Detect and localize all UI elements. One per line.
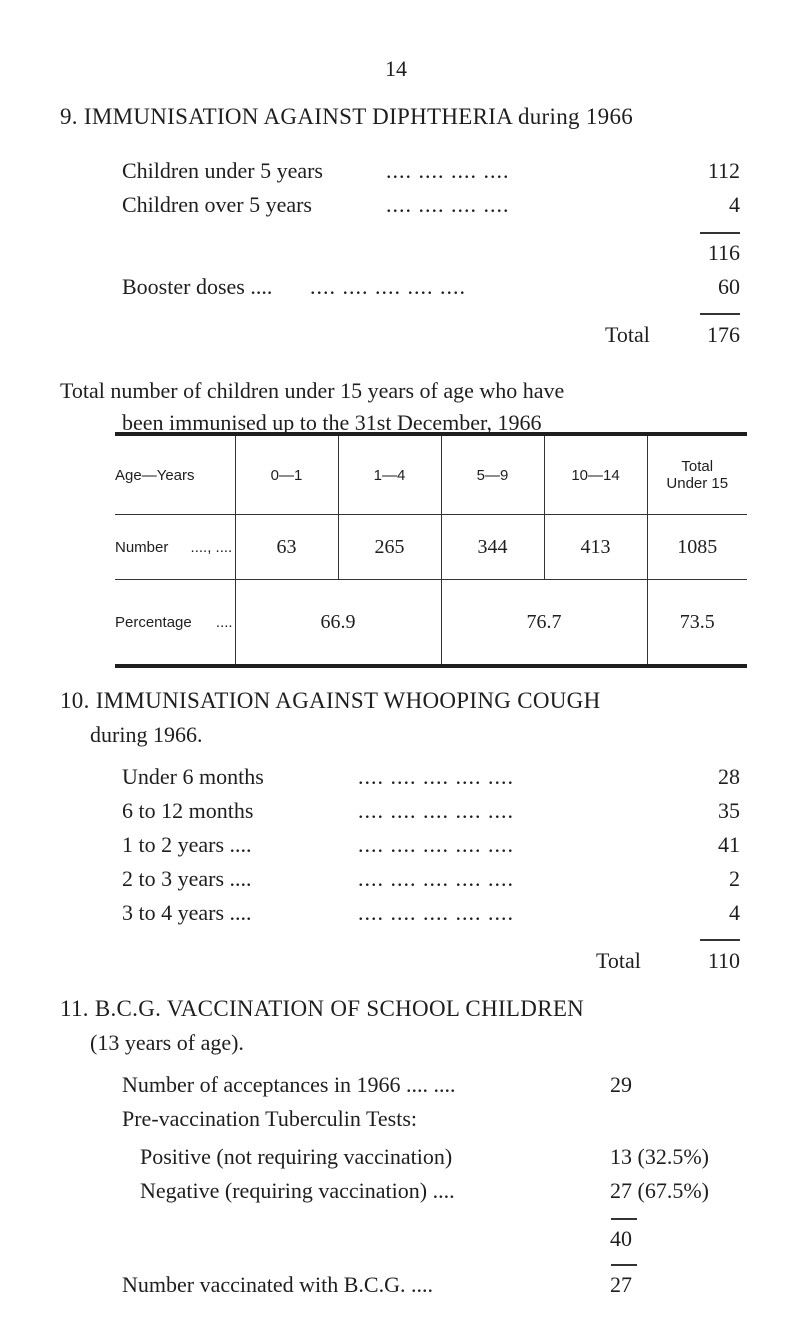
page-number: 14 <box>385 56 407 81</box>
subtotal-value: 116 <box>707 240 740 265</box>
row-children-over-5-leaders: .... .... .... .... <box>386 192 510 217</box>
row-children-under-5-leaders: .... .... .... .... <box>386 158 510 183</box>
row-6-to-12-months-label: 6 to 12 months <box>122 798 254 823</box>
booster-value: 60 <box>718 274 740 299</box>
number-total-under-15: 1085 <box>647 515 747 580</box>
row-3-to-4-years-value: 4 <box>729 900 740 925</box>
pretest-label: Pre-vaccination Tuberculin Tests: <box>122 1106 418 1131</box>
row-1-to-2-years-label: 1 to 2 years .... <box>122 832 252 857</box>
tested-total-value: 40 <box>610 1226 632 1251</box>
vaccinated-label: Number vaccinated with B.C.G. .... <box>122 1272 433 1297</box>
row-2-to-3-years-leaders: .... .... .... .... .... <box>358 866 514 891</box>
row-under-6-months-leaders: .... .... .... .... .... <box>358 764 514 789</box>
row-children-under-5-label: Children under 5 years <box>122 158 323 183</box>
header-age-0-1: 0—1 <box>235 434 338 515</box>
section-10-total-rule <box>700 939 740 941</box>
total-label: Total <box>605 322 650 347</box>
header-total-under-15 <box>647 434 747 515</box>
row-under-6-months-label: Under 6 months <box>122 764 264 789</box>
section-10-heading-line-2: during 1966. <box>90 722 203 747</box>
header-total-line-1: Total <box>681 458 714 475</box>
section-10-total-label: Total <box>596 948 641 973</box>
table-row-number <box>115 515 747 580</box>
row-3-to-4-years-leaders: .... .... .... .... .... <box>358 900 514 925</box>
positive-label: Positive (not requiring vaccination) <box>140 1144 453 1169</box>
number-age-10-14: 413 <box>544 515 647 580</box>
row-2-to-3-years-label: 2 to 3 years .... <box>122 866 252 891</box>
row-children-over-5-value: 4 <box>729 192 740 217</box>
percentage-age-0-4: 66.9 <box>235 580 441 667</box>
number-leaders: ...., .... <box>190 538 233 556</box>
table-header-row <box>115 434 747 515</box>
section-11-heading-line-2: (13 years of age). <box>90 1030 244 1055</box>
row-children-under-5-value: 112 <box>707 158 740 183</box>
table-row-percentage <box>115 580 747 667</box>
immunisation-age-table <box>115 432 747 668</box>
booster-label: Booster doses .... <box>122 274 273 299</box>
subtotal-rule <box>700 232 740 234</box>
row-2-to-3-years-value: 2 <box>729 866 740 891</box>
section-9-heading: 9. IMMUNISATION AGAINST DIPHTHERIA during 1966 <box>60 104 634 129</box>
number-age-5-9: 344 <box>441 515 544 580</box>
row-under-6-months-value: 28 <box>718 764 740 789</box>
row-1-to-2-years-value: 41 <box>718 832 740 857</box>
header-age-1-4: 1—4 <box>338 434 441 515</box>
percentage-total-under-15: 73.5 <box>647 580 747 667</box>
negative-label: Negative (requiring vaccination) .... <box>140 1178 455 1203</box>
row-children-over-5-label: Children over 5 years <box>122 192 312 217</box>
note-line-2: been immunised up to the 31st December, 1966 <box>122 410 542 435</box>
row-6-to-12-months-value: 35 <box>718 798 740 823</box>
section-10-total-value: 110 <box>707 948 740 973</box>
number-age-1-4: 265 <box>338 515 441 580</box>
number-label-cell <box>115 515 235 580</box>
vaccinated-value: 27 <box>610 1272 632 1297</box>
tested-total-rule <box>611 1218 637 1220</box>
percentage-label-cell <box>115 580 235 667</box>
header-total-line-2: Under 15 <box>666 475 729 492</box>
row-3-to-4-years-label: 3 to 4 years .... <box>122 900 252 925</box>
row-6-to-12-months-leaders: .... .... .... .... .... <box>358 798 514 823</box>
section-11-heading-line-1: 11. B.C.G. VACCINATION OF SCHOOL CHILDREN <box>60 996 585 1021</box>
vaccinated-rule <box>611 1264 637 1266</box>
header-age-years: Age—Years <box>115 466 195 484</box>
total-value: 176 <box>707 322 740 347</box>
booster-leaders: .... .... .... .... .... <box>310 274 466 299</box>
note-line-1: Total number of children under 15 years of age who have <box>60 378 565 403</box>
acceptances-label: Number of acceptances in 1966 .... .... <box>122 1072 456 1097</box>
positive-value: 13 (32.5%) <box>610 1144 709 1169</box>
total-rule <box>700 313 740 315</box>
row-1-to-2-years-leaders: .... .... .... .... .... <box>358 832 514 857</box>
negative-value: 27 (67.5%) <box>610 1178 709 1203</box>
percentage-age-5-14: 76.7 <box>441 580 647 667</box>
number-label: Number <box>115 538 169 556</box>
percentage-label: Percentage <box>115 613 192 631</box>
acceptances-value: 29 <box>610 1072 632 1097</box>
header-age-10-14: 10—14 <box>544 434 647 515</box>
header-age-5-9: 5—9 <box>441 434 544 515</box>
percentage-leaders: .... <box>215 613 233 631</box>
number-age-0-1: 63 <box>235 515 338 580</box>
section-10-heading-line-1: 10. IMMUNISATION AGAINST WHOOPING COUGH <box>60 688 601 713</box>
